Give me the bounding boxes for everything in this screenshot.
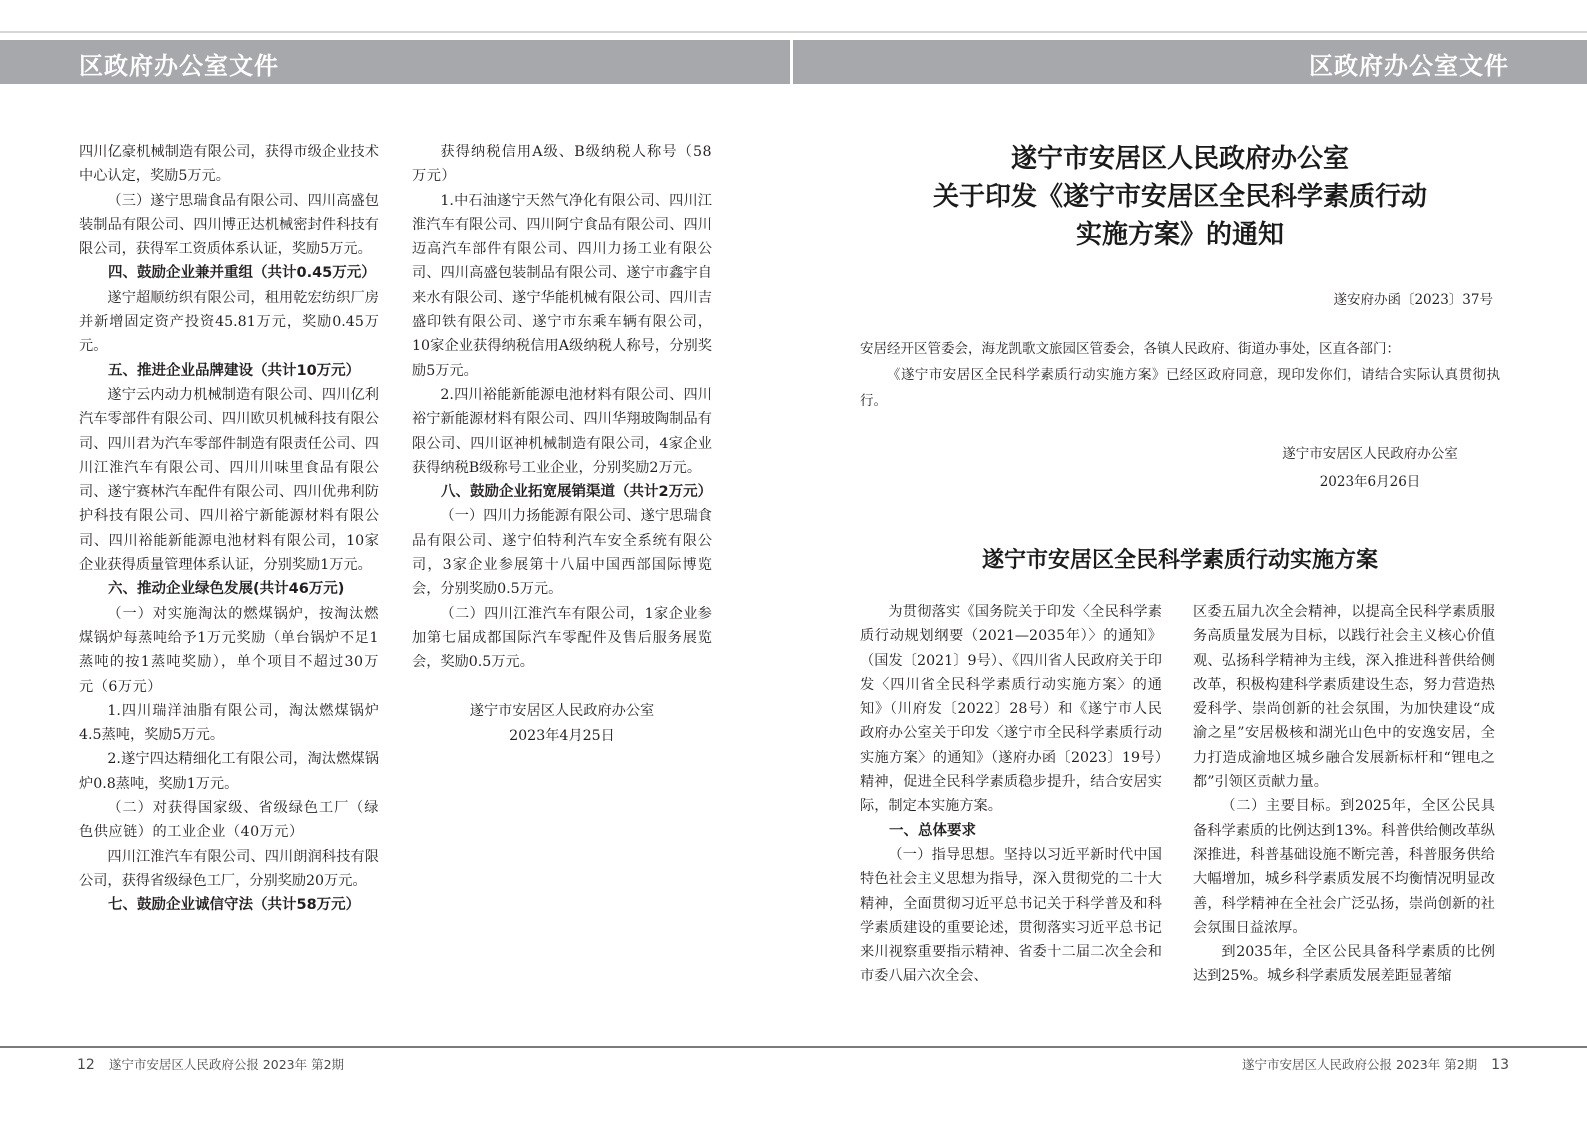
notice-recipients: 安居经开区管委会，海龙凯歌文旅园区管委会，各镇人民政府、街道办事处，区直各部门： <box>860 341 1400 357</box>
paragraph: （二）对获得国家级、省级绿色工厂（绿色供应链）的工业企业（40万元） <box>79 800 379 841</box>
paragraph: 获得纳税信用A级、B级纳税人称号（58万元） <box>412 144 712 185</box>
paragraph: （一）对实施淘汰的燃煤锅炉，按淘汰燃煤锅炉每蒸吨给予1万元奖励（单台锅炉不足1蒸吨的按1蒸吨奖励），单个项目不超过30万元（6万元） <box>79 605 379 695</box>
paragraph: （一）指导思想。坚持以习近平新时代中国特色社会主义思想为指导，深入贯彻党的二十大精神，全面贯彻习近平总书记关于科学普及和科学素质建设的重要论述，贯彻落实习近平总书记来川视察重要指示精神、省委十二届二次全会和市委八届六次全会、 <box>860 846 1162 985</box>
paragraph: （一）四川力扬能源有限公司、遂宁思瑞食品有限公司、遂宁伯特利汽车安全系统有限公司，3家企业参展第十八届中国西部国际博览会，分别奖励0.5万元。 <box>412 508 712 598</box>
paragraph: （二）四川江淮汽车有限公司，1家企业参加第七届成都国际汽车零配件及售后服务展览会，奖励0.5万元。 <box>412 605 712 671</box>
notice-title-line: 实施方案》的通知 <box>1075 220 1284 250</box>
right-page-column-1 <box>860 600 1162 989</box>
paragraph: 四川亿豪机械制造有限公司，获得市级企业技术中心认定，奖励5万元。 <box>79 144 379 185</box>
notice-text: 《遂宁市安居区全民科学素质行动实施方案》已经区政府同意，现印发你们，请结合实际认真贯彻执行。 <box>860 367 1500 409</box>
paragraph: 为贯彻落实《国务院关于印发〈全民科学素质行动规划纲要（2021—2035年）〉的通知》（国发〔2021〕9号）、《四川省人民政府关于印发〈四川省全民科学素质行动实施方案〉的通知》（川府发〔2022〕28号）和《遂宁市人民政府办公室关于印发〈遂宁市全民科学素质行动实施方案〉的通知》（遂府办函〔2023〕19号）精神，促进全民科学素质稳步提升，结合安居实际，制定本实施方案。 <box>860 604 1162 815</box>
signature-date: 2023年4月25日 <box>509 727 615 744</box>
footer-left <box>77 1055 344 1073</box>
left-page-column-1 <box>79 140 379 918</box>
section-heading: 一、总体要求 <box>889 822 976 839</box>
paragraph: 1.四川瑞洋油脂有限公司，淘汰燃煤锅炉4.5蒸吨，奖励5万元。 <box>79 702 379 744</box>
signature-org: 遂宁市安居区人民政府办公室 <box>1282 446 1458 462</box>
left-signature <box>412 699 712 749</box>
paragraph: 到2035年，全区公民具备科学素质的比例达到25%。城乡科学素质发展差距显著缩 <box>1193 944 1495 985</box>
notice-signature <box>1200 440 1540 496</box>
paragraph: 2.遂宁四达精细化工有限公司，淘汰燃煤锅炉0.8蒸吨，奖励1万元。 <box>79 751 379 792</box>
right-page-column-2 <box>1193 600 1495 989</box>
section-heading: 八、鼓励企业拓宽展销渠道（共计2万元） <box>441 484 713 501</box>
header-band-left <box>0 40 790 84</box>
section-heading: 五、推进企业品牌建设（共计10万元） <box>108 362 361 379</box>
signature-org: 遂宁市安居区人民政府办公室 <box>469 702 655 719</box>
plan-title: 遂宁市安居区全民科学素质行动实施方案 <box>981 548 1378 573</box>
section-title-right: 区政府办公室文件 <box>1309 52 1509 80</box>
paragraph: 四川江淮汽车有限公司、四川朗润科技有限公司，获得省级绿色工厂，分别奖励20万元。 <box>79 848 379 889</box>
footer-right <box>1242 1055 1509 1073</box>
header-band-right <box>793 40 1587 84</box>
document-number: 遂安府办函〔2023〕37号 <box>1333 292 1493 308</box>
notice-body <box>860 336 1500 414</box>
notice-title-line: 遂宁市安居区人民政府办公室 <box>1010 144 1349 174</box>
footer-rule <box>0 1046 1587 1048</box>
publication-info: 遂宁市安居区人民政府公报 2023年 第2期 <box>108 1057 345 1072</box>
section-heading: 四、鼓励企业兼并重组（共计0.45万元） <box>108 265 376 282</box>
top-rule <box>0 31 1587 33</box>
notice-title <box>860 140 1500 254</box>
left-page-column-2 <box>412 140 712 749</box>
paragraph: （三）遂宁思瑞食品有限公司、四川高盛包装制品有限公司、四川博正达机械密封件科技有限公司，获得军工资质体系认证，奖励5万元。 <box>79 192 379 258</box>
paragraph: 2.四川裕能新能源电池材料有限公司、四川裕宁新能源材料有限公司、四川华翔玻陶制品有限公司、四川讴神机械制造有限公司，4家企业获得纳税B级称号工业企业，分别奖励2万元。 <box>412 386 712 476</box>
signature-date: 2023年6月26日 <box>1319 474 1421 490</box>
section-heading: 六、推动企业绿色发展(共计46万元) <box>108 581 345 598</box>
page-number: 13 <box>1491 1057 1509 1073</box>
publication-info: 遂宁市安居区人民政府公报 2023年 第2期 <box>1241 1057 1478 1072</box>
paragraph: 区委五届九次全会精神，以提高全民科学素质服务高质量发展为目标，以践行社会主义核心价值观、弘扬科学精神为主线，深入推进科普供给侧改革，积极构建科学素质建设生态，努力营造热爱科学、崇尚创新的社会氛围，为加快建设“成渝之星”安居极核和湖光山色中的安逸安居，全力打造成渝地区城乡融合发展新标杆和“锂电之都”引领区贡献力量。 <box>1193 604 1495 791</box>
paragraph: （二）主要目标。到2025年，全区公民具备科学素质的比例达到13%。科普供给侧改革纵深推进，科普基础设施不断完善，科普服务供给大幅增加，城乡科学素质发展不均衡情况明显改善，科学精神在全社会广泛弘扬，崇尚创新的社会氛围日益浓厚。 <box>1193 798 1495 936</box>
page-number: 12 <box>77 1057 95 1073</box>
section-heading: 七、鼓励企业诚信守法（共计58万元） <box>108 897 361 914</box>
section-title-left: 区政府办公室文件 <box>79 52 279 80</box>
paragraph: 遂宁超顺纺织有限公司，租用乾宏纺织厂房并新增固定资产投资45.81万元，奖励0.45万元。 <box>79 289 379 355</box>
notice-title-line: 关于印发《遂宁市安居区全民科学素质行动 <box>932 182 1427 212</box>
paragraph: 遂宁云内动力机械制造有限公司、四川亿利汽车零部件有限公司、四川欧贝机械科技有限公司、四川君为汽车零部件制造有限责任公司、四川江淮汽车有限公司、四川川味里食品有限公司、遂宁赛林汽车配件有限公司、四川优弗利防护科技有限公司、四川裕宁新能源材料有限公司、四川裕能新能源电池材料有限公司，10家企业获得质量管理体系认证，分别奖励1万元。 <box>79 386 379 574</box>
paragraph: 1.中石油遂宁天然气净化有限公司、四川江淮汽车有限公司、四川阿宁食品有限公司、四川迈高汽车部件有限公司、四川力扬工业有限公司、四川高盛包装制品有限公司、遂宁市鑫宇自来水有限公司、遂宁华能机械有限公司、四川吉盛印铁有限公司、遂宁市东乘车辆有限公司，10家企业获得纳税信用A级纳税人称号，分别奖励5万元。 <box>412 192 712 379</box>
